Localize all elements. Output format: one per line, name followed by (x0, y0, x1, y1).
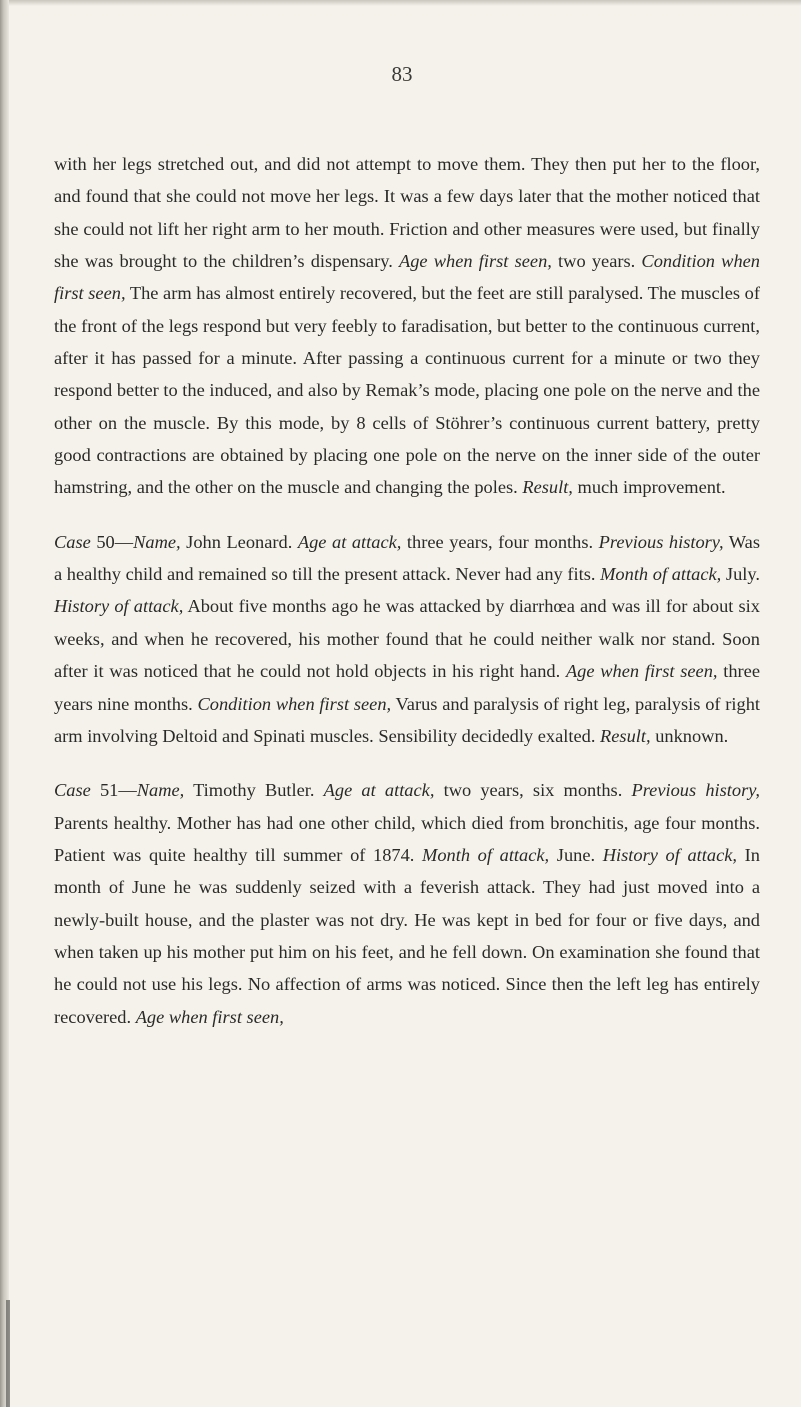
text-run: unknown. (650, 725, 729, 746)
text-run: 50— (96, 531, 134, 552)
italic-label: History of attack, (602, 844, 738, 865)
text-run: John Leonard. (180, 531, 298, 552)
italic-label: History of attack, (54, 596, 184, 617)
text-run: About five months ago he was attacked by diarrhœa and was ill for about six weeks, and when he recovered, his mother found that he could neither walk nor stand. Soon after it was noticed that he could not hold objects in his right hand. (54, 596, 760, 682)
italic-label: Previous history, (631, 780, 760, 801)
italic-label: Month of attack, (422, 844, 550, 865)
text-run: Was a healthy child and remained so till the present attack. Never had any fits. (54, 531, 760, 585)
book-binding-edge (0, 0, 9, 1407)
text-run: Parents healthy. Mother has had one other child, which died from bronchitis, age four months. Patient was quite healthy till summer of 1874. (54, 812, 760, 865)
text-run: In month of June he was suddenly seized with a feverish attack. They had just moved into a newly-built house, and the plaster was not dry. He was kept in bed for four or five days, and when taken up his mother put him on his feet, and he fell down. On examination she found that he could not use his legs. No affection of arms was noticed. Since then the left leg has entirely recovered. (54, 844, 760, 1027)
italic-label: Result, (600, 725, 651, 746)
text-run: with her legs stretched out, and did not attempt to move them. They then put her to the floor, and found that she could not move her legs. It was a few days later that the mother noticed that she could not lift her right arm to her mouth. Friction and other measures were used, but finally she was brought to the children’s dispensary. (54, 154, 760, 272)
paragraph-gap (54, 504, 760, 526)
text-run: much improvement. (572, 477, 726, 498)
paragraph-case-49-continued (54, 148, 760, 504)
text-run: three years nine months. (54, 661, 760, 714)
italic-label: Name, (133, 531, 181, 552)
text-run: July. (721, 564, 760, 585)
paragraph-case-51 (54, 774, 760, 1033)
text-run: two years, six months. (434, 780, 632, 801)
italic-label: Condition when first seen, (197, 693, 392, 714)
italic-label: Name, (136, 780, 185, 801)
text-run: Varus and paralysis of right leg, paralysis of right arm involving Deltoid and Spinati muscles. Sensibility decidedly exalted. (54, 693, 761, 746)
italic-label: Case (54, 531, 97, 552)
page-top-edge (0, 0, 801, 6)
italic-label: Previous history, (598, 531, 724, 552)
italic-label: Age when first seen, (135, 1006, 284, 1027)
text-run: Timothy Butler. (184, 780, 324, 801)
text-run: The arm has almost entirely recovered, but the feet are still paralysed. The muscles of the front of the legs respond but very feebly to faradisation, but better to the continuous current, after it has passed for a minute. After passing a continuous current for a minute or two they respond better to the induced, and also by Remak’s mode, placing one pole on the nerve and the other on the muscle. By this mode, by 8 cells of Stöhrer’s continuous current battery, pretty good contractions are obtained by placing one pole on the nerve on the inner side of the outer hamstring, and the other on the muscle and changing the poles. (54, 283, 760, 498)
binding-shadow (6, 1300, 10, 1407)
italic-label: Age when first seen, (398, 251, 552, 272)
italic-label: Age at attack, (323, 780, 435, 801)
italic-label: Age when first seen, (565, 661, 718, 682)
italic-label: Condition when first seen, (54, 251, 760, 304)
text-run: two years. (551, 251, 642, 272)
text-run: June. (549, 844, 603, 865)
italic-label: Age at attack, (297, 531, 402, 552)
page-number: 83 (391, 62, 413, 86)
italic-label: Case (54, 780, 100, 801)
page-body (54, 148, 760, 1033)
paragraph-gap (54, 752, 760, 774)
italic-label: Result, (522, 477, 573, 498)
italic-label: Month of attack, (600, 564, 722, 585)
text-run: 51— (99, 780, 137, 801)
text-run: three years, four months. (401, 531, 599, 552)
paragraph-case-50 (54, 526, 760, 752)
